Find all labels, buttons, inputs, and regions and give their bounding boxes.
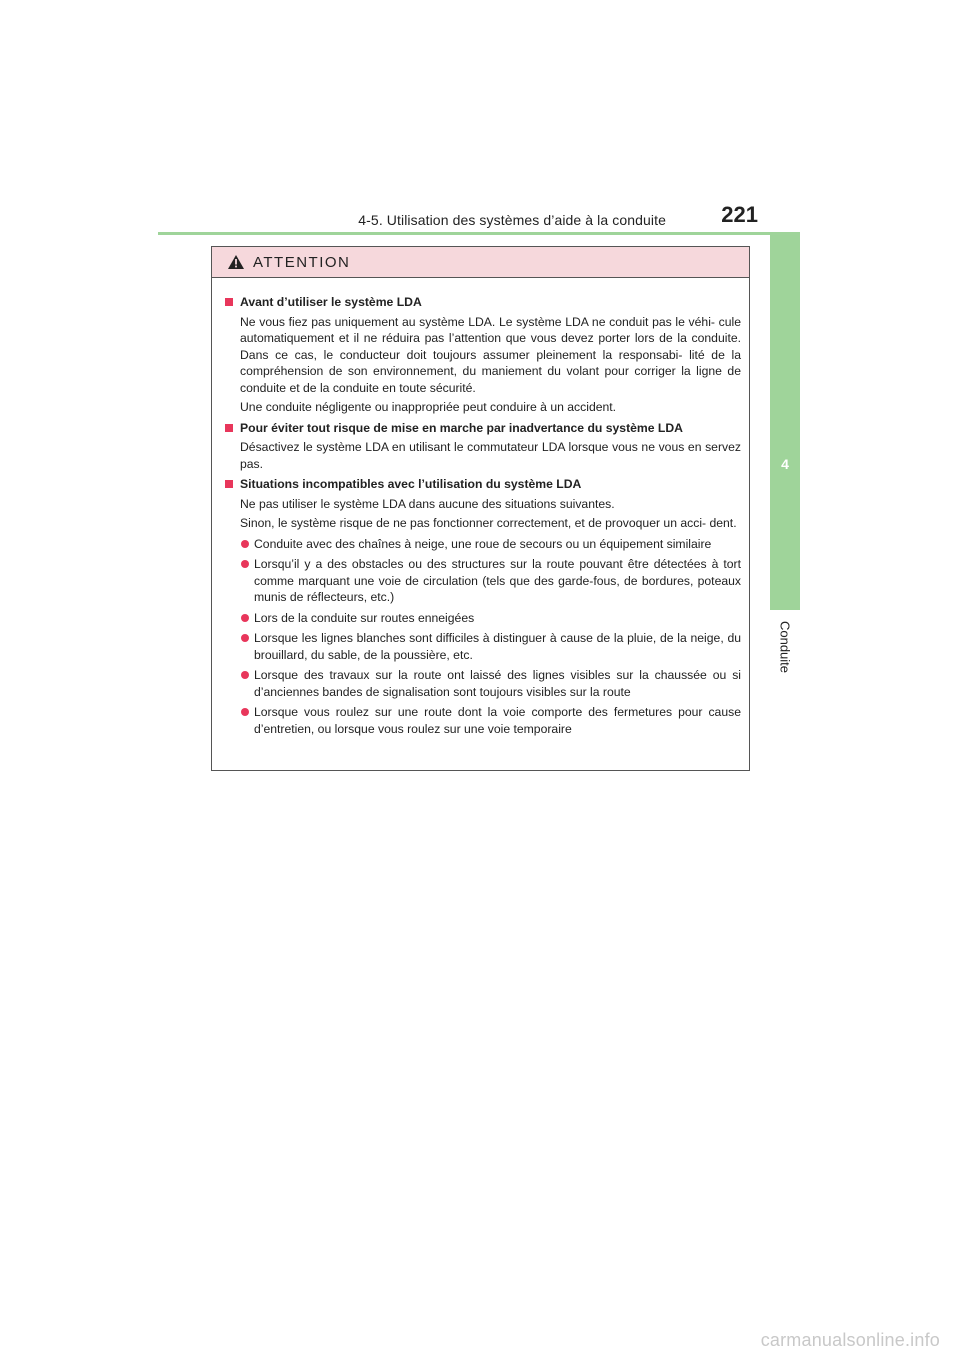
list-item: Lorsqu’il y a des obstacles ou des structures sur la route pouvant être détectées à tort comme marquant une voie de circulation (tels que des garde-fous, de bordures, poteaux munis de réflecteurs, etc.) bbox=[240, 556, 741, 606]
square-bullet-icon bbox=[225, 424, 233, 432]
chapter-label: Conduite bbox=[777, 620, 793, 674]
chapter-side-tab bbox=[770, 232, 800, 610]
page-number: 221 bbox=[721, 202, 758, 227]
warning-header bbox=[212, 247, 749, 278]
paragraph: Une conduite négligente ou inappropriée peut conduire à un accident. bbox=[240, 400, 617, 414]
square-bullet-icon bbox=[225, 480, 233, 488]
section-title: Situations incompatibles avec l’utilisation du système LDA bbox=[222, 476, 741, 493]
round-bullet-icon bbox=[241, 671, 249, 679]
warning-body bbox=[212, 278, 749, 737]
round-bullet-icon bbox=[241, 540, 249, 548]
chapter-title: 4-5. Utilisation des systèmes d’aide à la conduite bbox=[358, 212, 666, 228]
chapter-side-label bbox=[770, 612, 800, 682]
section-title: Avant d’utiliser le système LDA bbox=[222, 294, 741, 311]
round-bullet-icon bbox=[241, 634, 249, 642]
paragraph: Sinon, le système risque de ne pas fonctionner correctement, et de provoquer un acci- dent. bbox=[240, 516, 737, 530]
warning-triangle-icon bbox=[227, 254, 245, 270]
header-rule bbox=[158, 232, 800, 235]
watermark: carmanualsonline.info bbox=[760, 1330, 940, 1350]
square-bullet-icon bbox=[225, 298, 233, 306]
list-item: Lorsque des travaux sur la route ont laissé des lignes visibles sur la chaussée ou si d’anciennes bandes de signalisation sont toujours visibles sur la route bbox=[240, 667, 741, 700]
paragraph: Désactivez le système LDA en utilisant le commutateur LDA lorsque vous ne vous en servez pas. bbox=[240, 440, 741, 471]
page-header bbox=[158, 198, 800, 234]
list-item: Lors de la conduite sur routes enneigées bbox=[240, 610, 741, 627]
situation-list bbox=[222, 536, 741, 738]
list-item: Conduite avec des chaînes à neige, une roue de secours ou un équipement similaire bbox=[240, 536, 741, 553]
paragraph: Ne vous fiez pas uniquement au système LDA. Le système LDA ne conduit pas le véhi- cule automatiquement et il ne réduira pas l’attention que vous devez porter lors de la conduite. Dans ce cas, le conducteur doit toujours assumer pleinement la responsabi- lité de la compréhension de son environnement, du maniement du volant pour corriger la ligne de conduite et de la conduite en toute sécurité. bbox=[240, 314, 741, 395]
warning-box bbox=[211, 246, 750, 771]
section-title: Pour éviter tout risque de mise en marche par inadvertance du système LDA bbox=[222, 420, 741, 437]
paragraph: Ne pas utiliser le système LDA dans aucune des situations suivantes. bbox=[240, 496, 615, 511]
chapter-number: 4 bbox=[781, 456, 789, 472]
warning-title: ATTENTION bbox=[253, 253, 351, 271]
list-item: Lorsque les lignes blanches sont difficiles à distinguer à cause de la pluie, de la neige, du brouillard, du sable, de la poussière, etc. bbox=[240, 630, 741, 663]
round-bullet-icon bbox=[241, 560, 249, 568]
round-bullet-icon bbox=[241, 708, 249, 716]
list-item: Lorsque vous roulez sur une route dont la voie comporte des fermetures pour cause d’entretien, ou lorsque vous roulez sur une voie temporaire bbox=[240, 704, 741, 737]
round-bullet-icon bbox=[241, 614, 249, 622]
